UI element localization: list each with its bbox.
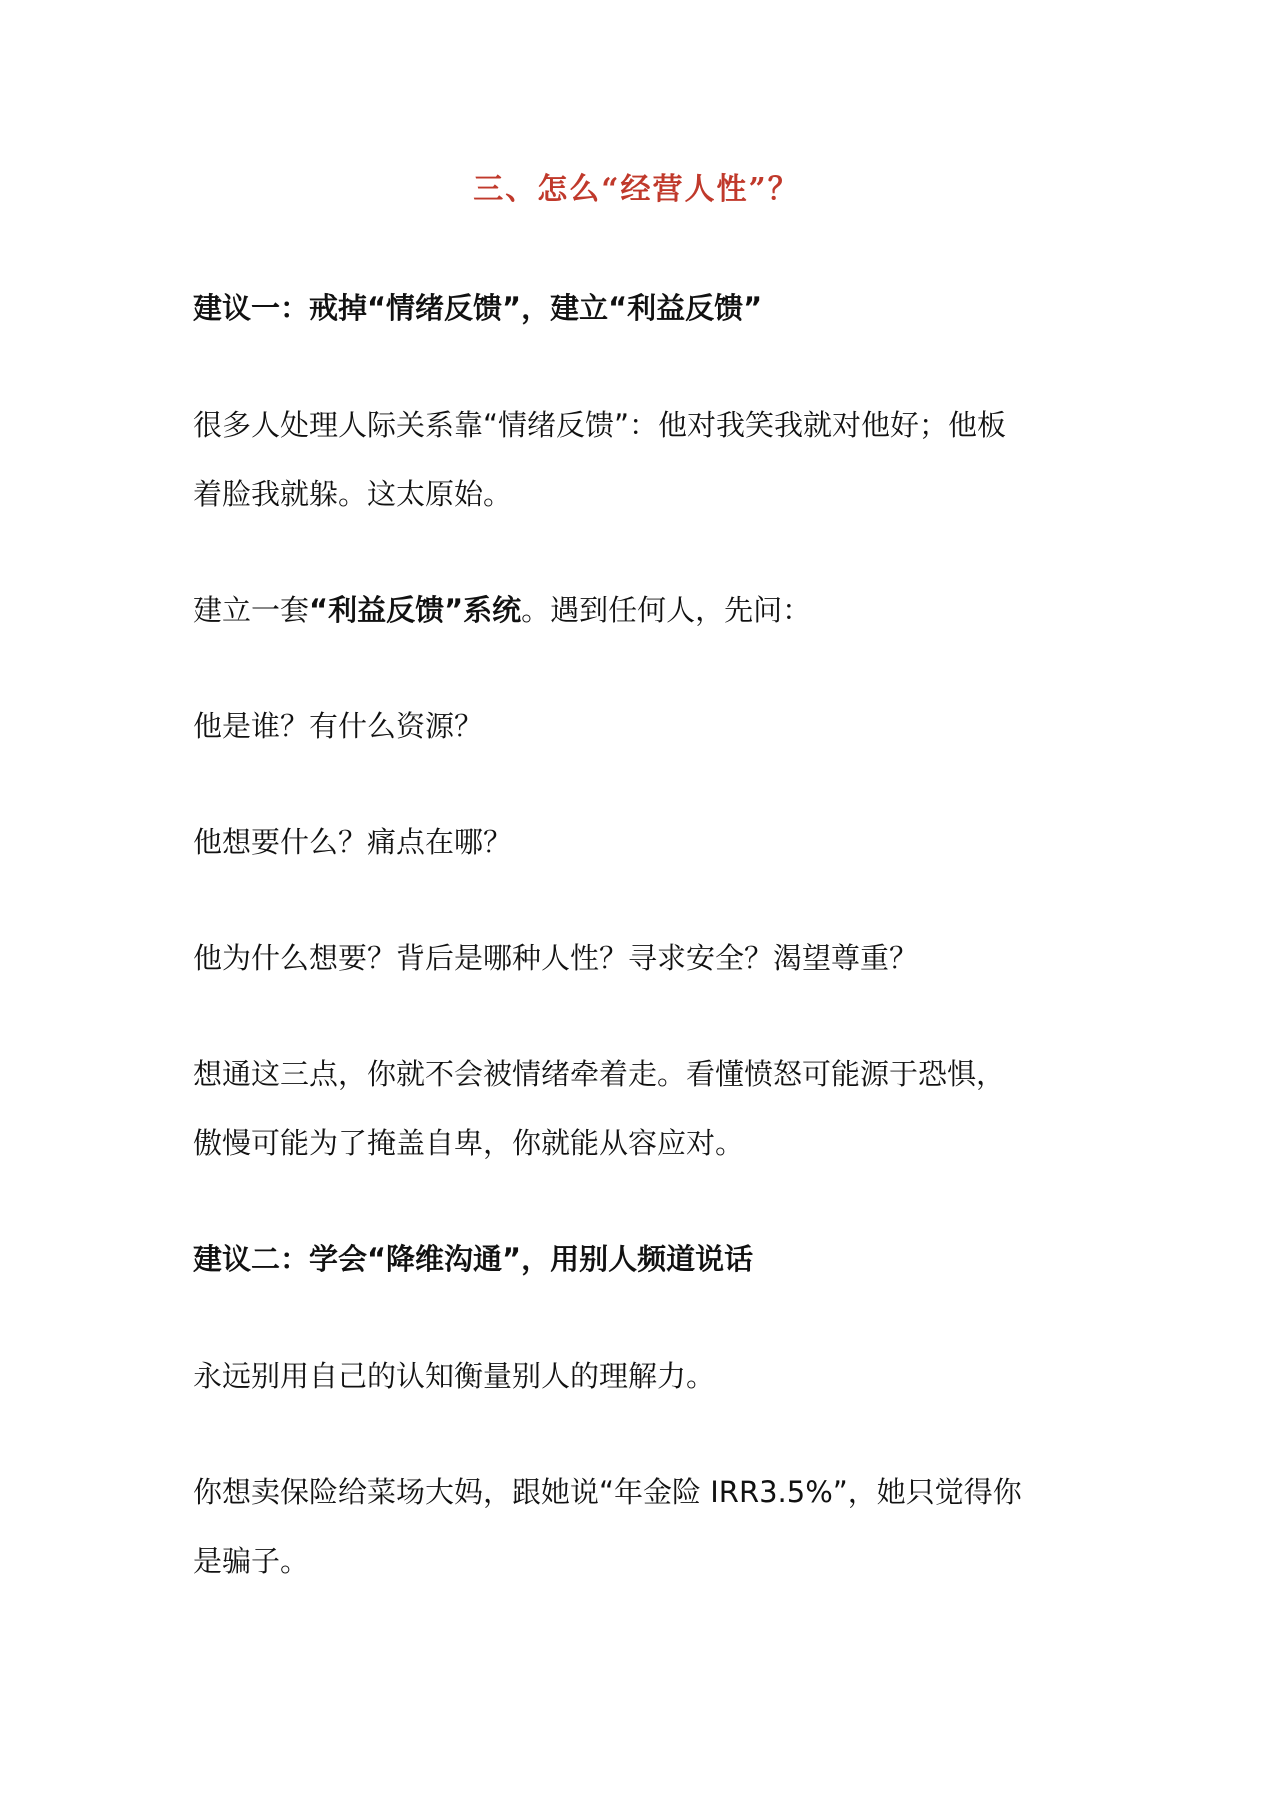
suggestion2-paragraph2-line2: 是骗子。 xyxy=(193,1544,310,1578)
question-2: 他想要什么？痛点在哪？ xyxy=(193,825,513,859)
suggestion1-paragraph3-line2: 傲慢可能为了掩盖自卑，你就能从容应对。 xyxy=(193,1126,745,1160)
question-3: 他为什么想要？背后是哪种人性？寻求安全？渴望尊重？ xyxy=(193,941,919,975)
question-1: 他是谁？有什么资源？ xyxy=(193,709,484,743)
paragraph2-suffix: 。遇到任何人，先问： xyxy=(521,593,812,627)
suggestion1-heading: 建议一：戒掉“情绪反馈”，建立“利益反馈” xyxy=(193,291,763,325)
suggestion1-paragraph1-line2: 着脸我就躲。这太原始。 xyxy=(193,477,513,511)
suggestion2-paragraph1: 永远别用自己的认知衡量别人的理解力。 xyxy=(193,1359,716,1393)
paragraph2-prefix: 建立一套 xyxy=(193,593,310,627)
suggestion1-paragraph3-line1: 想通这三点，你就不会被情绪牵着走。看懂愤怒可能源于恐惧， xyxy=(193,1057,1006,1091)
paragraph2-bold-term: “利益反馈”系统 xyxy=(309,593,522,627)
suggestion2-heading: 建议二：学会“降维沟通”，用别人频道说话 xyxy=(193,1242,754,1276)
suggestion2-paragraph2-line1: 你想卖保险给菜场大妈，跟她说“年金险 IRR3.5%”，她只觉得你 xyxy=(193,1475,1022,1509)
section-title: 三、怎么“经营人性”？ xyxy=(473,172,800,207)
suggestion1-paragraph2 xyxy=(193,590,811,630)
suggestion1-paragraph1-line1: 很多人处理人际关系靠“情绪反馈”：他对我笑我就对他好；他板 xyxy=(193,408,1007,442)
